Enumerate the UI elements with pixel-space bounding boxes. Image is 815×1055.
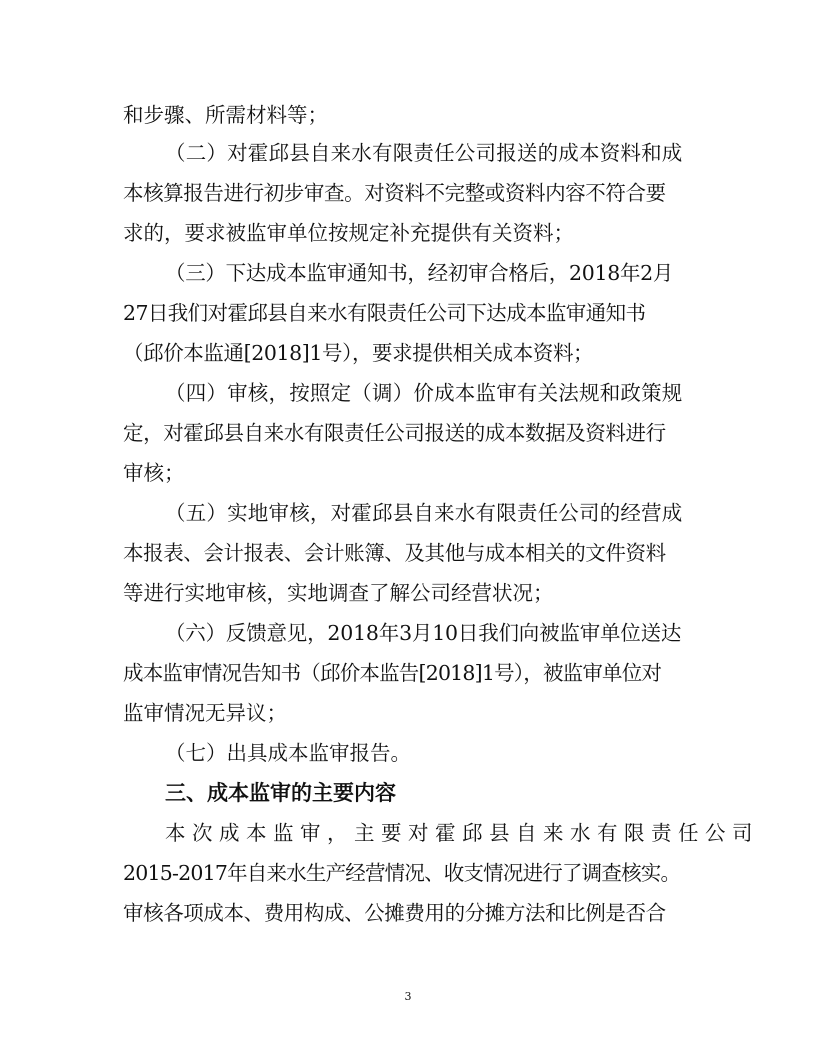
text-line xyxy=(0,418,815,448)
text-line xyxy=(0,858,815,888)
text-line xyxy=(0,618,815,648)
text-line xyxy=(0,178,815,208)
text-line-content: 本报表、会计报表、会计账簿、及其他与成本相关的文件资料 xyxy=(123,541,666,565)
text-line xyxy=(0,738,815,768)
text-line xyxy=(0,538,815,568)
text-line-content: （二）对霍邱县自来水有限责任公司报送的成本资料和成 xyxy=(165,141,683,165)
text-line xyxy=(0,658,815,688)
text-line xyxy=(0,258,815,288)
text-line xyxy=(0,498,815,528)
text-line xyxy=(0,218,815,248)
text-line-content: 等进行实地审核，实地调查了解公司经营状况； xyxy=(123,581,554,605)
text-line xyxy=(0,898,815,928)
text-line-content: 和步骤、所需材料等； xyxy=(123,103,328,127)
text-line-content: 审核各项成本、费用构成、公摊费用的分摊方法和比例是否合 xyxy=(123,901,666,925)
text-line-content: 审核； xyxy=(123,461,185,485)
text-line xyxy=(0,818,815,848)
text-line xyxy=(0,338,815,368)
section-heading xyxy=(0,778,815,808)
text-line xyxy=(0,138,815,168)
text-line-content: （四）审核，按照定（调）价成本监审有关法规和政策规 xyxy=(165,381,683,405)
text-line-content: 本核算报告进行初步审查。对资料不完整或资料内容不符合要 xyxy=(123,181,666,205)
page-number: 3 xyxy=(404,990,412,1003)
text-line-content: 求的，要求被监审单位按规定补充提供有关资料； xyxy=(123,221,574,245)
text-line xyxy=(0,378,815,408)
text-line-content: （邱价本监通[2018]1号），要求提供相关成本资料； xyxy=(123,341,594,365)
text-line-content: （五）实地审核，对霍邱县自来水有限责任公司的经营成 xyxy=(165,501,683,525)
text-line-content: 监审情况无异议； xyxy=(123,701,287,725)
text-line-content: 定，对霍邱县自来水有限责任公司报送的成本数据及资料进行 xyxy=(123,421,666,445)
text-line-content: （六）反馈意见，2018年3月10日我们向被监审单位送达 xyxy=(165,621,682,645)
text-line-content: （三）下达成本监审通知书，经初审合格后，2018年2月 xyxy=(165,261,674,285)
text-line-content: 本次成本监审，主要对霍邱县自来水有限责任公司 xyxy=(165,821,759,845)
text-line xyxy=(0,100,815,130)
text-line-content: 成本监审情况告知书（邱价本监告[2018]1号），被监审单位对 xyxy=(123,661,662,685)
text-line-content: 27日我们对霍邱县自来水有限责任公司下达成本监审通知书 xyxy=(123,301,646,325)
text-line xyxy=(0,578,815,608)
text-line xyxy=(0,458,815,488)
text-line xyxy=(0,298,815,328)
text-line-content: （七）出具成本监审报告。 xyxy=(165,741,411,765)
text-line xyxy=(0,698,815,728)
section-heading-text: 三、成本监审的主要内容 xyxy=(165,781,396,805)
text-line-content: 2015-2017年自来水生产经营情况、收支情况进行了调查核实。 xyxy=(123,861,681,885)
